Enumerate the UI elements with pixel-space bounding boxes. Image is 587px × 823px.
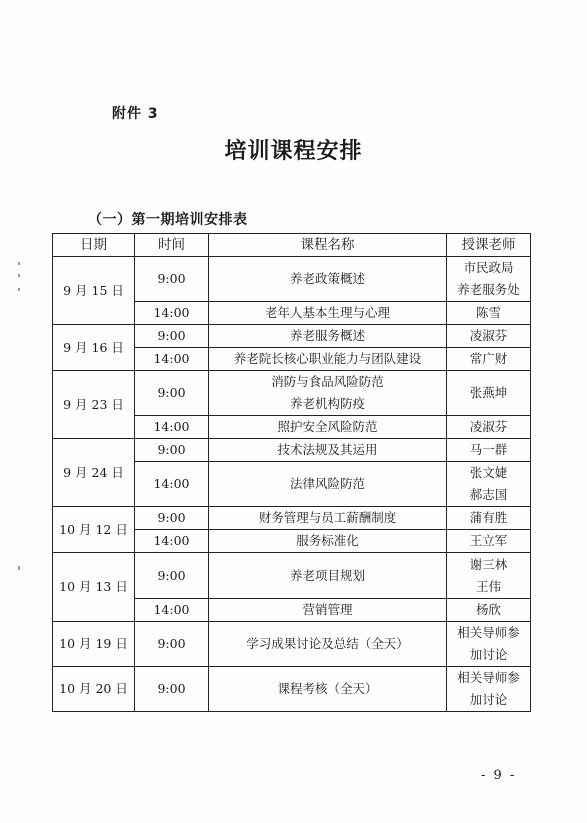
table-row bbox=[53, 667, 531, 712]
course-cell bbox=[209, 371, 447, 416]
teacher-cell bbox=[447, 371, 531, 416]
teacher-name: 凌淑芬 bbox=[469, 419, 508, 434]
course-name: 技术法规及其运用 bbox=[277, 442, 378, 457]
time-cell: 9:00 bbox=[135, 325, 209, 348]
course-name: 养老院长核心职业能力与团队建设 bbox=[233, 351, 422, 366]
header-time: 时间 bbox=[135, 234, 209, 257]
date-cell: 10 月 20 日 bbox=[53, 667, 135, 712]
time-cell: 9:00 bbox=[135, 622, 209, 667]
page-title: 培训课程安排 bbox=[224, 139, 363, 164]
course-name: 财务管理与员工薪酬制度 bbox=[258, 510, 397, 525]
time-cell: 14:00 bbox=[135, 462, 209, 507]
scan-artifact bbox=[18, 274, 20, 277]
course-name: 老年人基本生理与心理 bbox=[264, 305, 390, 320]
teacher-cell bbox=[447, 599, 531, 622]
teacher-name: 陈雪 bbox=[475, 305, 501, 320]
teacher-name: 马一群 bbox=[469, 442, 508, 457]
teacher-cell bbox=[447, 325, 531, 348]
course-cell bbox=[209, 302, 447, 325]
teacher-cell bbox=[447, 257, 531, 302]
course-name: 营销管理 bbox=[302, 602, 353, 617]
date-cell: 10 月 19 日 bbox=[53, 622, 135, 667]
course-name: 养老机构防疫 bbox=[289, 396, 365, 411]
teacher-name: 凌淑芬 bbox=[469, 328, 508, 343]
time-cell: 9:00 bbox=[135, 371, 209, 416]
teacher-cell bbox=[447, 530, 531, 553]
teacher-cell bbox=[447, 462, 531, 507]
course-cell bbox=[209, 553, 447, 599]
time-cell: 14:00 bbox=[135, 348, 209, 371]
time-cell: 9:00 bbox=[135, 257, 209, 302]
teacher-name: 常广财 bbox=[469, 351, 508, 366]
course-name: 养老政策概述 bbox=[289, 271, 365, 286]
course-name: 养老项目规划 bbox=[289, 567, 365, 583]
table-row bbox=[53, 622, 531, 667]
date-cell: 9 月 16 日 bbox=[53, 325, 135, 371]
course-cell bbox=[209, 530, 447, 553]
teacher-cell bbox=[447, 302, 531, 325]
table-row bbox=[53, 325, 531, 348]
teacher-cell bbox=[447, 348, 531, 371]
course-cell bbox=[209, 622, 447, 667]
scan-artifact bbox=[18, 288, 20, 291]
teacher-name: 张文婕 bbox=[469, 465, 508, 480]
course-name: 课程考核（全天） bbox=[277, 681, 378, 696]
teacher-name: 郝志国 bbox=[469, 487, 508, 502]
teacher-cell bbox=[447, 667, 531, 712]
date-cell: 10 月 12 日 bbox=[53, 507, 135, 553]
date-cell: 9 月 15 日 bbox=[53, 257, 135, 325]
teacher-cell bbox=[447, 622, 531, 667]
time-cell: 9:00 bbox=[135, 667, 209, 712]
teacher-name: 王立军 bbox=[469, 533, 508, 548]
teacher-name: 市民政局 bbox=[463, 260, 514, 275]
teacher-name: 加讨论 bbox=[469, 647, 508, 662]
course-name: 法律风险防范 bbox=[289, 476, 365, 491]
time-cell: 9:00 bbox=[135, 507, 209, 530]
table-row bbox=[53, 439, 531, 462]
section-heading: （一）第一期培训安排表 bbox=[88, 212, 248, 228]
time-cell: 9:00 bbox=[135, 553, 209, 599]
table-row bbox=[53, 507, 531, 530]
teacher-name: 谢三林 bbox=[469, 556, 508, 572]
table-header-row bbox=[53, 234, 531, 257]
teacher-cell bbox=[447, 439, 531, 462]
time-cell: 14:00 bbox=[135, 530, 209, 553]
schedule-table bbox=[52, 233, 531, 712]
teacher-name: 加讨论 bbox=[469, 692, 508, 707]
teacher-name: 相关导师参 bbox=[457, 670, 520, 685]
date-cell: 9 月 23 日 bbox=[53, 371, 135, 439]
teacher-cell bbox=[447, 416, 531, 439]
teacher-cell bbox=[447, 507, 531, 530]
course-cell bbox=[209, 462, 447, 507]
date-cell: 9 月 24 日 bbox=[53, 439, 135, 507]
course-cell bbox=[209, 257, 447, 302]
scan-artifact bbox=[18, 566, 20, 570]
time-cell: 14:00 bbox=[135, 302, 209, 325]
course-cell bbox=[209, 507, 447, 530]
schedule-body bbox=[53, 257, 531, 712]
course-cell bbox=[209, 325, 447, 348]
course-name: 养老服务概述 bbox=[289, 328, 365, 343]
date-cell: 10 月 13 日 bbox=[53, 553, 135, 622]
time-cell: 14:00 bbox=[135, 599, 209, 622]
teacher-name: 蒲有胜 bbox=[469, 510, 508, 525]
course-cell bbox=[209, 667, 447, 712]
teacher-name: 相关导师参 bbox=[457, 625, 520, 640]
teacher-name: 杨欣 bbox=[475, 602, 501, 617]
course-name: 学习成果讨论及总结（全天） bbox=[246, 636, 409, 651]
scan-artifact bbox=[18, 262, 20, 265]
table-row bbox=[53, 257, 531, 302]
attachment-label: 附件 3 bbox=[112, 106, 159, 122]
time-cell: 14:00 bbox=[135, 416, 209, 439]
course-name: 服务标准化 bbox=[296, 533, 359, 548]
header-course: 课程名称 bbox=[209, 234, 447, 257]
time-cell: 9:00 bbox=[135, 439, 209, 462]
teacher-name: 张燕坤 bbox=[469, 385, 508, 400]
course-cell bbox=[209, 439, 447, 462]
table-row bbox=[53, 553, 531, 599]
teacher-name: 王伟 bbox=[475, 578, 501, 594]
teacher-name: 养老服务处 bbox=[457, 282, 520, 297]
course-name: 消防与食品风险防范 bbox=[271, 374, 384, 389]
header-teacher: 授课老师 bbox=[447, 234, 531, 257]
course-cell bbox=[209, 599, 447, 622]
course-cell bbox=[209, 416, 447, 439]
page-number: - 9 - bbox=[481, 768, 517, 783]
course-cell bbox=[209, 348, 447, 371]
teacher-cell bbox=[447, 553, 531, 599]
course-name: 照护安全风险防范 bbox=[277, 419, 378, 434]
table-row bbox=[53, 371, 531, 416]
header-date: 日期 bbox=[53, 234, 135, 257]
